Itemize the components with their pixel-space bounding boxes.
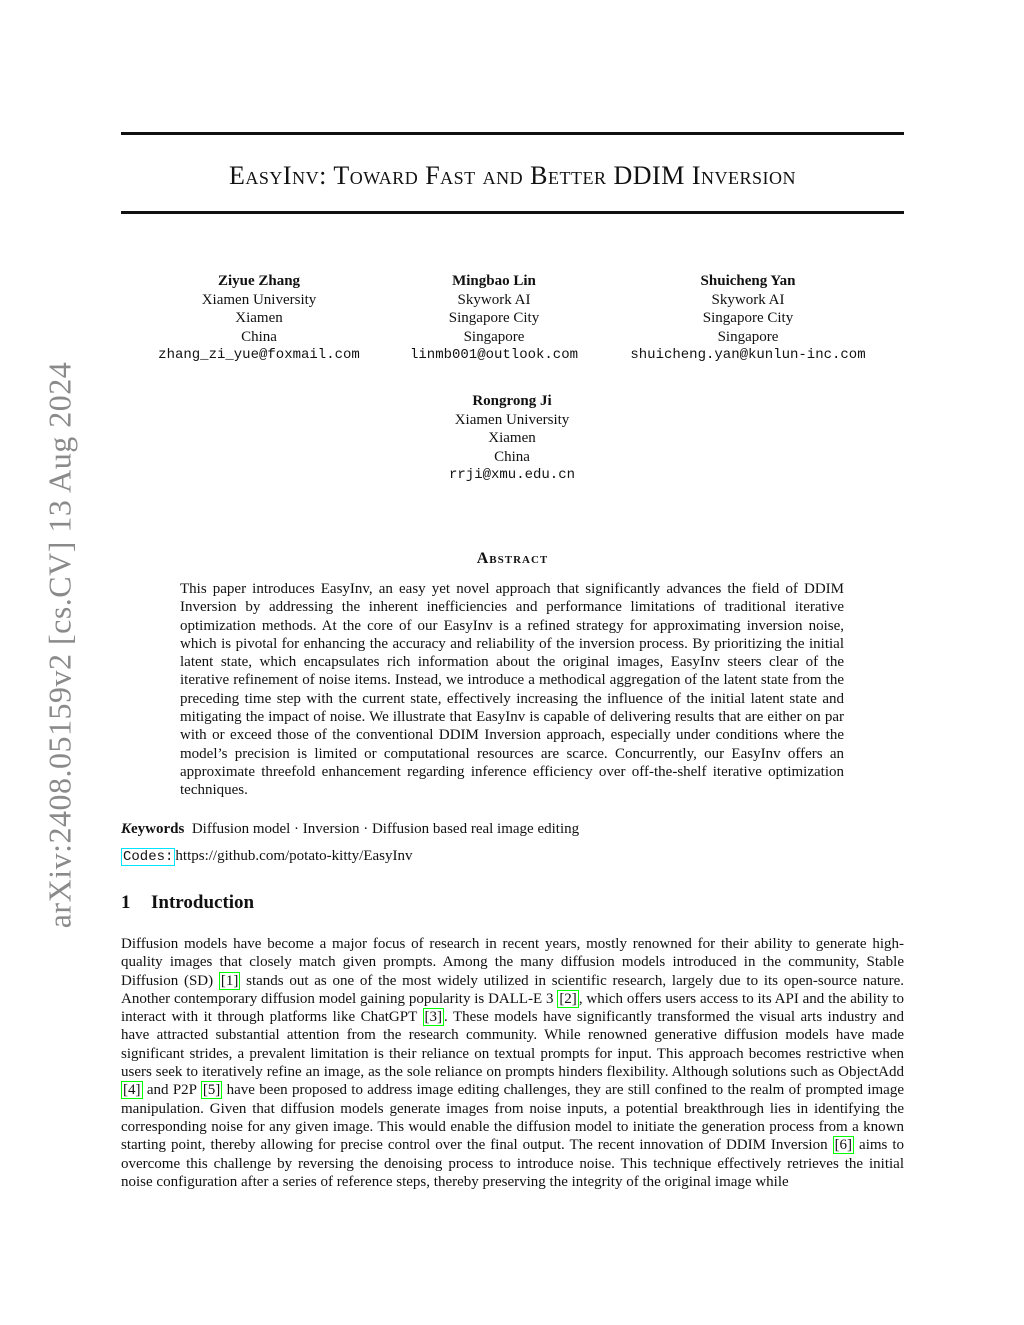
- citation-link[interactable]: [6]: [834, 1137, 853, 1154]
- citation-link[interactable]: [2]: [559, 990, 577, 1007]
- author-affiliation: Skywork AI: [457, 291, 531, 308]
- author-name: Shuicheng Yan: [700, 273, 796, 289]
- title-rule-bottom: [121, 211, 904, 214]
- author-affiliation: Xiamen University: [454, 411, 570, 428]
- codes-link[interactable]: https://github.com/potato-kitty/EasyInv: [175, 848, 413, 864]
- section-title: Introduction: [151, 892, 255, 913]
- abstract-heading: Abstract: [476, 550, 549, 567]
- author-block: [384, 272, 604, 365]
- author-city: Singapore City: [448, 310, 540, 326]
- author-affiliation: Xiamen University: [201, 291, 317, 308]
- keywords-line: [121, 820, 579, 838]
- author-name: Mingbao Lin: [452, 273, 536, 289]
- author-country: China: [241, 328, 277, 345]
- section-heading: [121, 892, 254, 914]
- arxiv-stamp: arXiv:2408.05159v2 [cs.CV] 13 Aug 2024: [41, 361, 78, 929]
- title-rule-top: [121, 132, 904, 135]
- author-block: [412, 392, 612, 485]
- citation-link[interactable]: [5]: [202, 1082, 221, 1099]
- keywords-text: Diffusion model · Inversion · Diffusion based real image editing: [191, 821, 580, 837]
- author-country: Singapore: [717, 328, 779, 345]
- author-email[interactable]: linmb001@outlook.com: [409, 347, 579, 363]
- author-email[interactable]: shuicheng.yan@kunlun-inc.com: [630, 347, 866, 363]
- citation-link[interactable]: [4]: [123, 1082, 141, 1099]
- section-number: 1: [121, 892, 131, 913]
- author-name: Rongrong Ji: [472, 393, 552, 409]
- author-name: Ziyue Zhang: [217, 273, 301, 289]
- author-email[interactable]: zhang_zi_yue@foxmail.com: [158, 347, 360, 363]
- intro-paragraph: Diffusion models have become a major focus of research in recent years, mostly renowned for their ability to generate high-quality images that closely match given prompts. Among the many diffusion models introduced in the community, Stable Diffusion (SD) [1] stands out as one of the most widely utilized in scientific research, largely due to its open-source nature. Another contemporary diffusion model gaining popularity is DALL-E 3 [2] , which offers users access to its API and the ability to interact with it through platforms like ChatGPT [3] . These models have significantly transformed the visual arts industry and have attracted substantial attention from the research community. While renowned generative diffusion models have made significant strides, a prevalent limitation is their reliance on textual prompts for input. This approach becomes restrictive when users seek to iteratively refine an image, as the sole reliance on prompts hinders flexibility. Although solutions such as ObjectAdd [4] and P2P [5] have been proposed to address image editing challenges, they are still confined to the realm of prompted image manipulation. Given that diffusion models generate images from noise inputs, a potential breakthrough lies in identifying the corresponding noise for any given image. This would enable the diffusion model to initiate the generation process from a known starting point, thereby allowing for precise control over the final output. The recent innovation of DDIM Inversion [6] aims to overcome this challenge by reversing the denoising process to introduce noise. This technique effectively retrieves the initial noise configuration after a series of reference steps, thereby preserving the integrity of the original image while: [121, 936, 905, 1190]
- codes-line: [121, 847, 413, 866]
- codes-label: Codes:: [123, 849, 174, 865]
- author-country: China: [494, 448, 530, 465]
- author-email[interactable]: rrji@xmu.edu.cn: [448, 467, 576, 483]
- paper-title: EasyInv: Toward Fast and Better DDIM Inversion: [229, 161, 796, 190]
- keywords-label: Keywords: [121, 821, 185, 837]
- author-country: Singapore: [463, 328, 525, 345]
- citation-link[interactable]: [3]: [424, 1009, 442, 1026]
- author-block: [612, 272, 884, 365]
- citation-link[interactable]: [1]: [220, 972, 239, 989]
- author-affiliation: Skywork AI: [711, 291, 785, 308]
- abstract-text: This paper introduces EasyInv, an easy yet novel approach that significantly advances the field of DDIM Inversion by addressing the inherent inefficiencies and performance limitations of traditional iterative optimization methods. At the core of our EasyInv is a refined strategy for approximating inversion noise, which is pivotal for enhancing the accuracy and reliability of the inversion process. By prioritizing the initial latent state, which encapsulates rich information about the original images, EasyInv steers clear of the iterative refinement of noise items. Instead, we introduce a methodical aggregation of the latent state from the preceding time step with the current state, effectively increasing the influence of the initial latent state and mitigating the impact of noise. We illustrate that EasyInv is capable of delivering results that are either on par with or exceed those of the conventional DDIM Inversion approach, especially under conditions where the model’s precision is limited or computational resources are scarce. Concurrently, our EasyInv offers an approximate threefold enhancement regarding inference efficiency over off-the-shelf iterative optimization techniques.: [180, 581, 844, 799]
- author-city: Singapore City: [702, 310, 794, 326]
- author-city: Xiamen: [235, 310, 283, 326]
- author-block: [139, 272, 379, 365]
- author-city: Xiamen: [488, 430, 536, 446]
